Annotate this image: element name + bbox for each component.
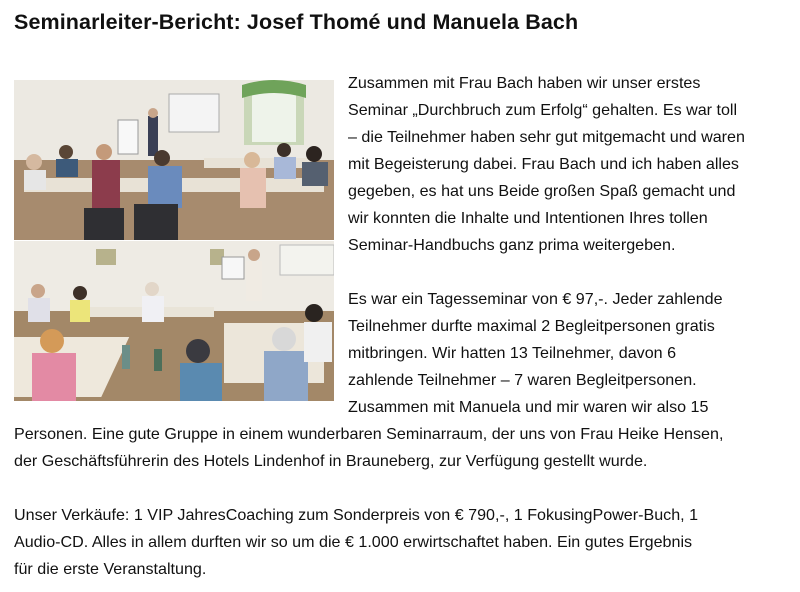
seminar-photo-top <box>14 80 334 240</box>
text-line: Seminar „Durchbruch zum Erfolg“ gehalten. Es war toll <box>348 101 738 119</box>
text-line: zahlende Teilnehmer – 7 waren Begleitpersonen. <box>348 371 697 389</box>
paragraph-3 <box>14 502 698 583</box>
text-line: Seminar-Handbuchs ganz prima weitergeben. <box>348 236 676 254</box>
paragraph-2 <box>348 286 723 421</box>
text-line: Zusammen mit Frau Bach haben wir unser erstes <box>348 74 701 92</box>
text-line: Unser Verkäufe: 1 VIP JahresCoaching zum Sonderpreis von € 790,-, 1 FokusingPower-Buch, 1 <box>14 506 699 524</box>
text-line: gegeben, es hat uns Beide großen Spaß gemacht und <box>348 182 736 200</box>
page-title: Seminarleiter-Bericht: Josef Thomé und Manuela Bach <box>14 10 579 34</box>
seminar-photo-bottom <box>14 241 334 401</box>
text-line: – die Teilnehmer haben sehr gut mitgemacht und waren <box>348 128 745 146</box>
paragraph-1 <box>348 70 745 259</box>
text-line: Audio-CD. Alles in allem durften wir so um die € 1.000 erwirtschaftet haben. Ein gutes Ergebnis <box>14 533 693 551</box>
text-line: Teilnehmer durfte maximal 2 Begleitpersonen gratis <box>348 317 715 335</box>
text-line: mitbringen. Wir hatten 13 Teilnehmer, davon 6 <box>348 344 677 362</box>
text-line: Personen. Eine gute Gruppe in einem wunderbaren Seminarraum, der uns von Frau Heike Hensen, <box>14 425 724 443</box>
photo-collage <box>14 80 334 400</box>
text-line: mit Begeisterung dabei. Frau Bach und ich haben alles <box>348 155 739 173</box>
text-line: Es war ein Tagesseminar von € 97,-. Jeder zahlende <box>348 290 723 308</box>
text-line: der Geschäftsführerin des Hotels Lindenhof in Brauneberg, zur Verfügung gestellt wurde. <box>14 452 648 470</box>
text-line: Zusammen mit Manuela und mir waren wir also 15 <box>348 398 709 416</box>
paragraph-2-continued <box>14 421 723 475</box>
text-line: wir konnten die Inhalte und Intentionen Ihres tollen <box>348 209 708 227</box>
text-line: für die erste Veranstaltung. <box>14 560 207 578</box>
